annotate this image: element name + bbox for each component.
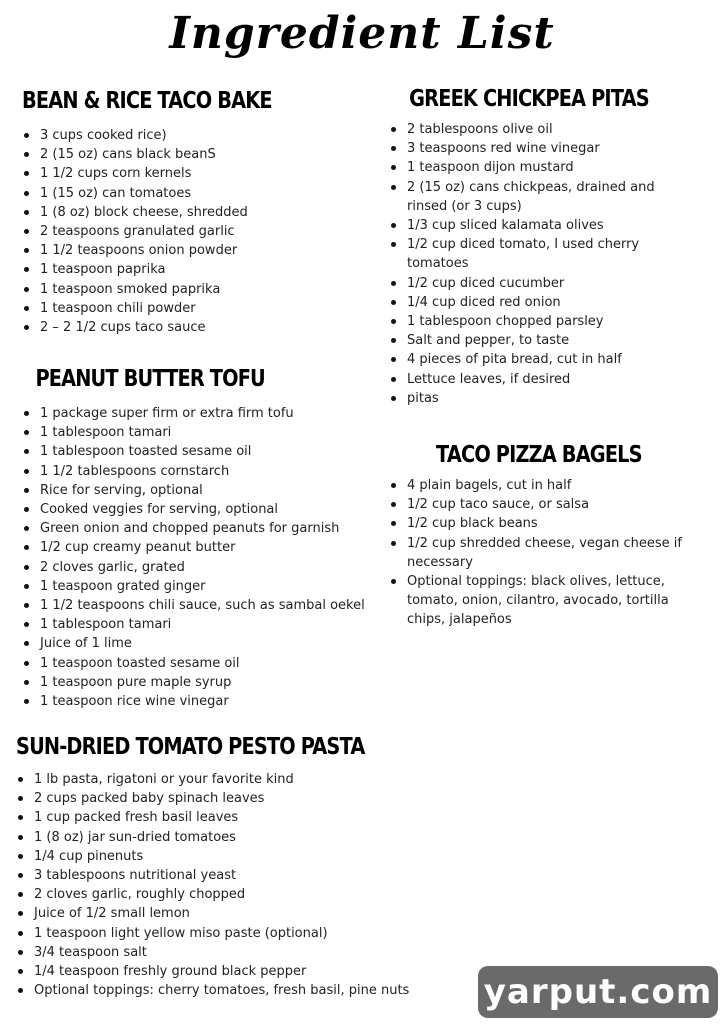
ingredient-list xyxy=(22,404,382,711)
ingredient-item: 1 tablespoon toasted sesame oil xyxy=(22,442,382,461)
ingredient-item: 2 tablespoons olive oil xyxy=(389,120,689,139)
ingredient-item: 1/3 cup sliced kalamata olives xyxy=(389,216,689,235)
ingredient-list xyxy=(22,126,372,337)
ingredient-item: 1 tablespoon tamari xyxy=(22,423,382,442)
ingredient-item: 1 1/2 teaspoons onion powder xyxy=(22,241,372,260)
ingredient-item: 1 cup packed fresh basil leaves xyxy=(16,808,456,827)
ingredient-item: 1 (15 oz) can tomatoes xyxy=(22,184,372,203)
ingredient-item: 1/4 cup pinenuts xyxy=(16,847,456,866)
ingredient-item: Optional toppings: cherry tomatoes, fresh basil, pine nuts xyxy=(16,981,456,1000)
ingredient-item: 1/2 cup diced tomato, I used cherry tomatoes xyxy=(389,235,689,273)
ingredient-item: 1/2 cup black beans xyxy=(389,514,689,533)
ingredient-item: pitas xyxy=(389,389,689,408)
ingredient-item: 1 tablespoon chopped parsley xyxy=(389,312,689,331)
ingredient-item: Lettuce leaves, if desired xyxy=(389,370,689,389)
ingredient-item: 2 cloves garlic, grated xyxy=(22,558,382,577)
section-bean-rice-taco-bake xyxy=(22,88,372,337)
ingredient-item: 2 (15 oz) cans chickpeas, drained and rinsed (or 3 cups) xyxy=(389,178,689,216)
ingredient-item: 1/2 cup taco sauce, or salsa xyxy=(389,495,689,514)
ingredient-item: 2 teaspoons granulated garlic xyxy=(22,222,372,241)
ingredient-item: 1/4 teaspoon freshly ground black pepper xyxy=(16,962,456,981)
ingredient-item: 1 package super firm or extra firm tofu xyxy=(22,404,382,423)
watermark-badge: yarput.com xyxy=(478,966,718,1018)
ingredient-item: Rice for serving, optional xyxy=(22,481,382,500)
ingredient-list xyxy=(16,770,456,1000)
ingredient-item: 1 teaspoon grated ginger xyxy=(22,577,382,596)
ingredient-item: 2 (15 oz) cans black beanS xyxy=(22,145,372,164)
ingredient-item: 1 (8 oz) jar sun-dried tomatoes xyxy=(16,828,456,847)
section-sun-dried-tomato-pesto-pasta xyxy=(16,734,456,1000)
ingredient-item: 4 pieces of pita bread, cut in half xyxy=(389,350,689,369)
ingredient-item: 1 teaspoon light yellow miso paste (optional) xyxy=(16,924,456,943)
ingredient-item: 1 teaspoon chili powder xyxy=(22,299,372,318)
ingredient-item: 1 teaspoon toasted sesame oil xyxy=(22,654,382,673)
ingredient-item: Juice of 1/2 small lemon xyxy=(16,904,456,923)
section-peanut-butter-tofu xyxy=(22,366,382,711)
ingredient-item: 1/2 cup shredded cheese, vegan cheese if necessary xyxy=(389,534,689,572)
ingredient-item: 1 tablespoon tamari xyxy=(22,615,382,634)
ingredient-item: 1/4 cup diced red onion xyxy=(389,293,689,312)
ingredient-item: 1 (8 oz) block cheese, shredded xyxy=(22,203,372,222)
ingredient-item: 1 1/2 cups corn kernels xyxy=(22,164,372,183)
ingredient-item: 2 – 2 1/2 cups taco sauce xyxy=(22,318,372,337)
ingredient-item: 3/4 teaspoon salt xyxy=(16,943,456,962)
ingredient-item: Cooked veggies for serving, optional xyxy=(22,500,382,519)
ingredient-item: 1 teaspoon rice wine vinegar xyxy=(22,692,382,711)
ingredient-item: 1/2 cup creamy peanut butter xyxy=(22,538,382,557)
ingredient-item: 1/2 cup diced cucumber xyxy=(389,274,689,293)
ingredient-list xyxy=(389,476,689,630)
ingredient-item: Juice of 1 lime xyxy=(22,634,382,653)
ingredient-list xyxy=(389,120,689,408)
section-heading: PEANUT BUTTER TOFU xyxy=(35,366,265,392)
ingredient-item: 1 teaspoon paprika xyxy=(22,260,372,279)
ingredient-item: 2 cloves garlic, roughly chopped xyxy=(16,885,456,904)
ingredient-item: Optional toppings: black olives, lettuce, tomato, onion, cilantro, avocado, tortilla chips, jalapeños xyxy=(389,572,689,630)
section-heading: BEAN & RICE TACO BAKE xyxy=(22,88,272,114)
ingredient-item: 1 lb pasta, rigatoni or your favorite kind xyxy=(16,770,456,789)
ingredient-item: 2 cups packed baby spinach leaves xyxy=(16,789,456,808)
section-heading: SUN-DRIED TOMATO PESTO PASTA xyxy=(16,734,365,760)
ingredient-item: 3 teaspoons red wine vinegar xyxy=(389,139,689,158)
section-taco-pizza-bagels xyxy=(389,442,689,630)
ingredient-item: 1 1/2 teaspoons chili sauce, such as sambal oekel xyxy=(22,596,382,615)
ingredient-item: 1 teaspoon pure maple syrup xyxy=(22,673,382,692)
section-greek-chickpea-pitas xyxy=(389,86,689,408)
section-heading: GREEK CHICKPEA PITAS xyxy=(409,86,649,112)
ingredient-item: 1 1/2 tablespoons cornstarch xyxy=(22,462,382,481)
ingredient-item: 1 teaspoon smoked paprika xyxy=(22,280,372,299)
ingredient-item: Green onion and chopped peanuts for garnish xyxy=(22,519,382,538)
ingredient-item: 3 cups cooked rice) xyxy=(22,126,372,145)
section-heading: TACO PIZZA BAGELS xyxy=(436,442,642,468)
page-title: Ingredient List xyxy=(169,8,555,59)
ingredient-item: 4 plain bagels, cut in half xyxy=(389,476,689,495)
ingredient-item: 3 tablespoons nutritional yeast xyxy=(16,866,456,885)
ingredient-item: Salt and pepper, to taste xyxy=(389,331,689,350)
ingredient-item: 1 teaspoon dijon mustard xyxy=(389,158,689,177)
